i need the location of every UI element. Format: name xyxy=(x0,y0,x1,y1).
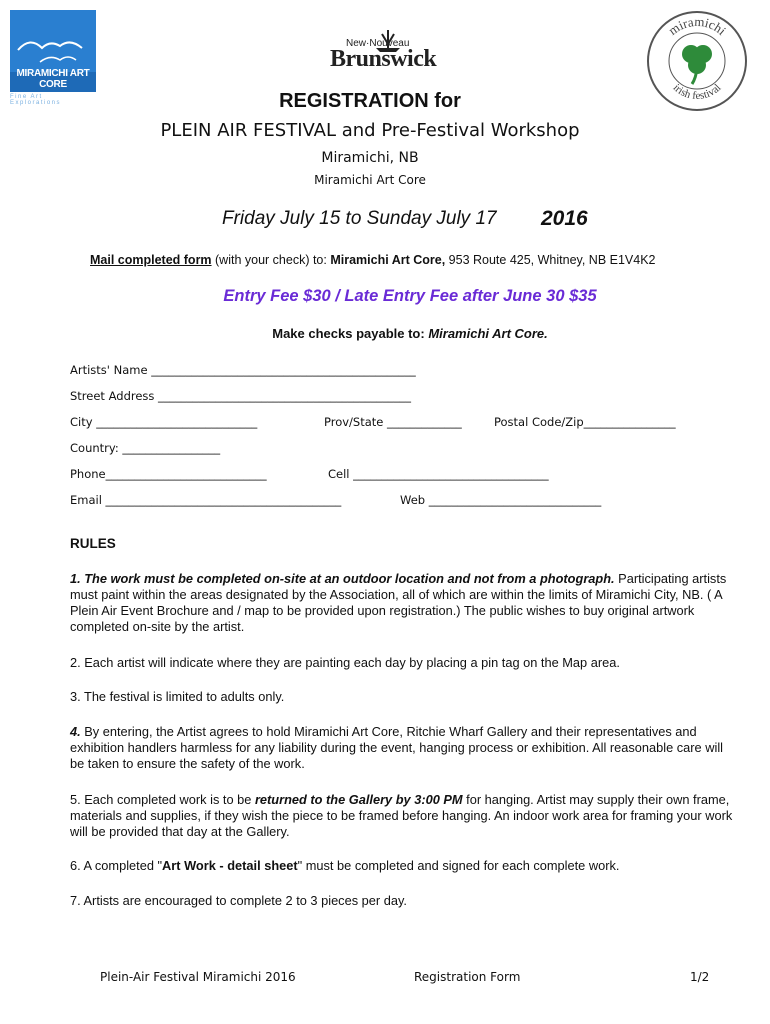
artist-name-field[interactable]: Artists' Name ______________________________________________ xyxy=(70,363,416,377)
mail-note: (with your check) to: xyxy=(211,253,331,267)
page-title: REGISTRATION for xyxy=(279,90,461,112)
nb-logo-brunswick: Brunswick xyxy=(330,46,437,72)
cell-field[interactable]: Cell __________________________________ xyxy=(328,467,549,481)
organizer: Miramichi Art Core xyxy=(314,173,426,187)
phone-field[interactable]: Phone____________________________ xyxy=(70,467,267,481)
shamrock-icon xyxy=(682,45,712,84)
rule-5: 5. Each completed work is to be returned to the Gallery by 3:00 PM for hanging. Artist may supply their own frame, materials and supplies, if they wish the piece to be framed before hanging. An indoor work area for framing your work will be provided that day at the Gallery. xyxy=(70,792,733,839)
mac-logo-name: MIRAMICHI ART CORE xyxy=(16,68,90,90)
irish-logo-bottom-text: irish festival xyxy=(670,81,724,103)
mail-label: Mail completed form xyxy=(90,253,212,267)
postal-code-field[interactable]: Postal Code/Zip________________ xyxy=(494,415,676,429)
new-brunswick-logo xyxy=(330,28,442,74)
email-field[interactable]: Email _________________________________________ xyxy=(70,493,342,507)
mail-address: 953 Route 425, Whitney, NB E1V4K2 xyxy=(445,253,656,267)
entry-fee: Entry Fee $30 / Late Entry Fee after June 30 $35 xyxy=(223,287,597,305)
prov-state-field[interactable]: Prov/State _____________ xyxy=(324,415,462,429)
page-number: 1/2 xyxy=(690,970,710,984)
nb-logo-new: New·Nouveau xyxy=(346,38,410,49)
city-field[interactable]: City ____________________________ xyxy=(70,415,258,429)
rule-7: 7. Artists are encouraged to complete 2 to 3 pieces per day. xyxy=(70,893,407,908)
rule-1: 1. The work must be completed on-site at an outdoor location and not from a photograph. Participating artists must paint within the areas designated by the Association, all of which are within the limits of Miramichi City, NB. ( A Plein Air Event Brochure and / map to be provided upon registration.) The public wishes to buy original artwork completed on-site by the artist. xyxy=(70,571,727,634)
event-year: 2016 xyxy=(541,207,588,230)
mail-instructions xyxy=(90,253,656,267)
street-address-field[interactable]: Street Address ____________________________________________ xyxy=(70,389,412,403)
irish-logo-top-text: miramichi xyxy=(665,13,730,38)
checks-payable: Make checks payable to: Miramichi Art Core. xyxy=(272,326,548,341)
location: Miramichi, NB xyxy=(321,150,419,166)
event-dates: Friday July 15 to Sunday July 17 xyxy=(222,208,497,229)
country-field[interactable]: Country: _________________ xyxy=(70,441,221,455)
rule-2: 2. Each artist will indicate where they are painting each day by placing a pin tag on the Map area. xyxy=(70,655,620,670)
rule-6: 6. A completed "Art Work - detail sheet" must be completed and signed for each complete work. xyxy=(70,858,620,873)
payee: Miramichi Art Core. xyxy=(428,326,548,341)
footer-left: Plein-Air Festival Miramichi 2016 xyxy=(100,970,296,984)
page-subtitle: PLEIN AIR FESTIVAL and Pre-Festival Workshop xyxy=(160,120,580,141)
rule-4: 4. By entering, the Artist agrees to hold Miramichi Art Core, Ritchie Wharf Gallery and their representatives and exhibition handlers harmless for any liability during the event, hanging process or exhibition. All reasonable care will be taken to ensure the safety of the work. xyxy=(70,724,724,771)
footer-center: Registration Form xyxy=(414,970,521,984)
web-field[interactable]: Web ______________________________ xyxy=(400,493,602,507)
rule-3: 3. The festival is limited to adults only. xyxy=(70,689,285,704)
mac-logo-tagline: Fine Art Explorations xyxy=(10,94,62,106)
rules-heading: RULES xyxy=(70,536,116,551)
mail-recipient: Miramichi Art Core, xyxy=(330,253,446,267)
